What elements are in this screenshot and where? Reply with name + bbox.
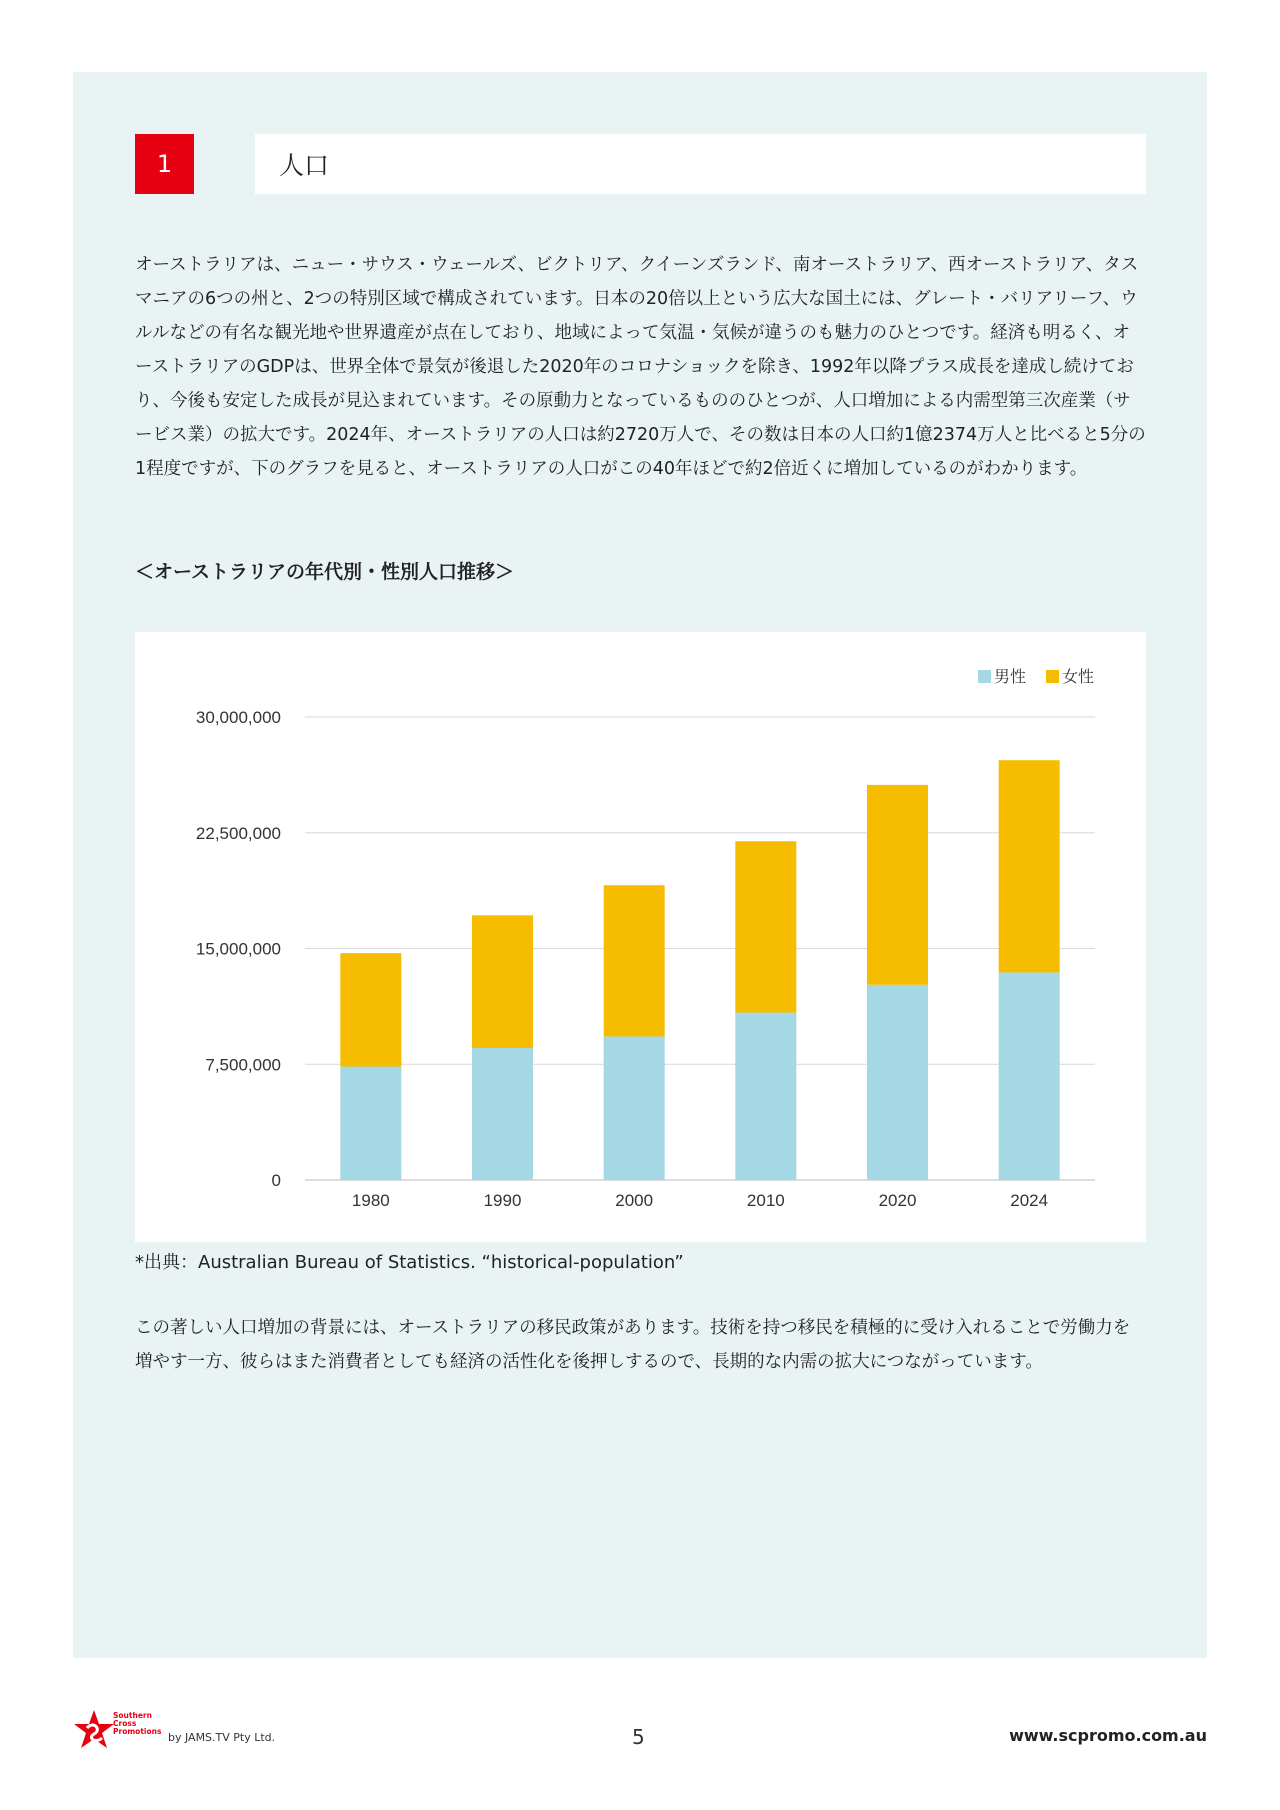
x-tick-label: 2024 [1010,1191,1049,1210]
y-tick-label: 22,500,000 [195,823,281,843]
x-tick-label: 1990 [483,1191,522,1210]
x-tick-label: 2010 [746,1191,785,1210]
bar-female [472,915,533,1048]
bar-male [472,1048,533,1180]
y-tick-label: 30,000,000 [195,708,281,727]
x-tick-label: 1980 [351,1191,390,1210]
y-tick-label: 15,000,000 [195,939,281,959]
chart-heading: ＜オーストラリアの年代別・性別人口推移＞ [135,561,515,583]
intro-paragraph: オーストラリアは、ニュー・サウス・ウェールズ、ビクトリア、クイーンズランド、南オーストラリア、西オーストラリア、タスマニアの6つの州と、2つの特別区域で構成されています。日本の20倍以上という広大な国土には、グレート・バリアリーフ、ウルルなどの有名な観光地や世界遺産が点在しており、地域によって気温・気候が違うのも魅力のひとつです。経済も明るく、オーストラリアのGDPは、世界全体で景気が後退した2020年のコロナショックを除き、1992年以降プラス成長を達成し続けており、今後も安定した成長が見込まれています。その原動力となっているもののひとつが、人口増加による内需型第三次産業（サービス業）の拡大です。2024年、オーストラリアの人口は約2720万人で、その数は日本の人口約1億2374万人と比べると5分の1程度ですが、下のグラフを見ると、オーストラリアの人口がこの40年ほどで約2倍近くに増加しているのがわかります。 [135,255,1146,479]
bar-female [340,953,401,1066]
y-tick-label: 7,500,000 [205,1055,281,1075]
logo-line: Southern [113,1711,152,1720]
logo-line: Cross [113,1719,137,1728]
x-tick-label: 2000 [615,1191,654,1210]
section-title-box [255,134,1146,194]
bar-male [340,1067,401,1180]
legend-swatch [978,670,991,683]
section-title: 人口 [279,151,330,180]
source-note: *出典：Australian Bureau of Statistics. “historical-population” [135,1252,684,1273]
population-chart [135,632,1146,1242]
footer-byline: by JAMS.TV Pty Ltd. [168,1731,276,1744]
legend-label: 女性 [1062,667,1095,686]
bar-male [735,1013,796,1180]
logo-wordmark [113,1712,161,1736]
bar-male [604,1036,665,1180]
legend-swatch [1046,670,1059,683]
bar-male [999,972,1060,1180]
website-link[interactable]: www.scpromo.com.au [1009,1726,1207,1745]
x-tick-label: 2020 [878,1191,917,1210]
page-number: 5 [632,1725,645,1749]
y-tick-label: 0 [271,1171,281,1190]
section-number: 1 [135,134,194,194]
closing-paragraph: この著しい人口増加の背景には、オーストラリアの移民政策があります。技術を持つ移民を積極的に受け入れることで労働力を増やす一方、彼らはまた消費者としても経済の活性化を後押しするので、長期的な内需の拡大につながっています。 [135,1318,1131,1372]
bar-female [735,841,796,1012]
logo-line: Promotions [113,1727,162,1736]
legend-label: 男性 [994,667,1027,686]
bar-female [867,785,928,985]
bar-female [604,885,665,1036]
chart-container [135,632,1146,1242]
bar-male [867,985,928,1180]
bar-female [999,760,1060,972]
